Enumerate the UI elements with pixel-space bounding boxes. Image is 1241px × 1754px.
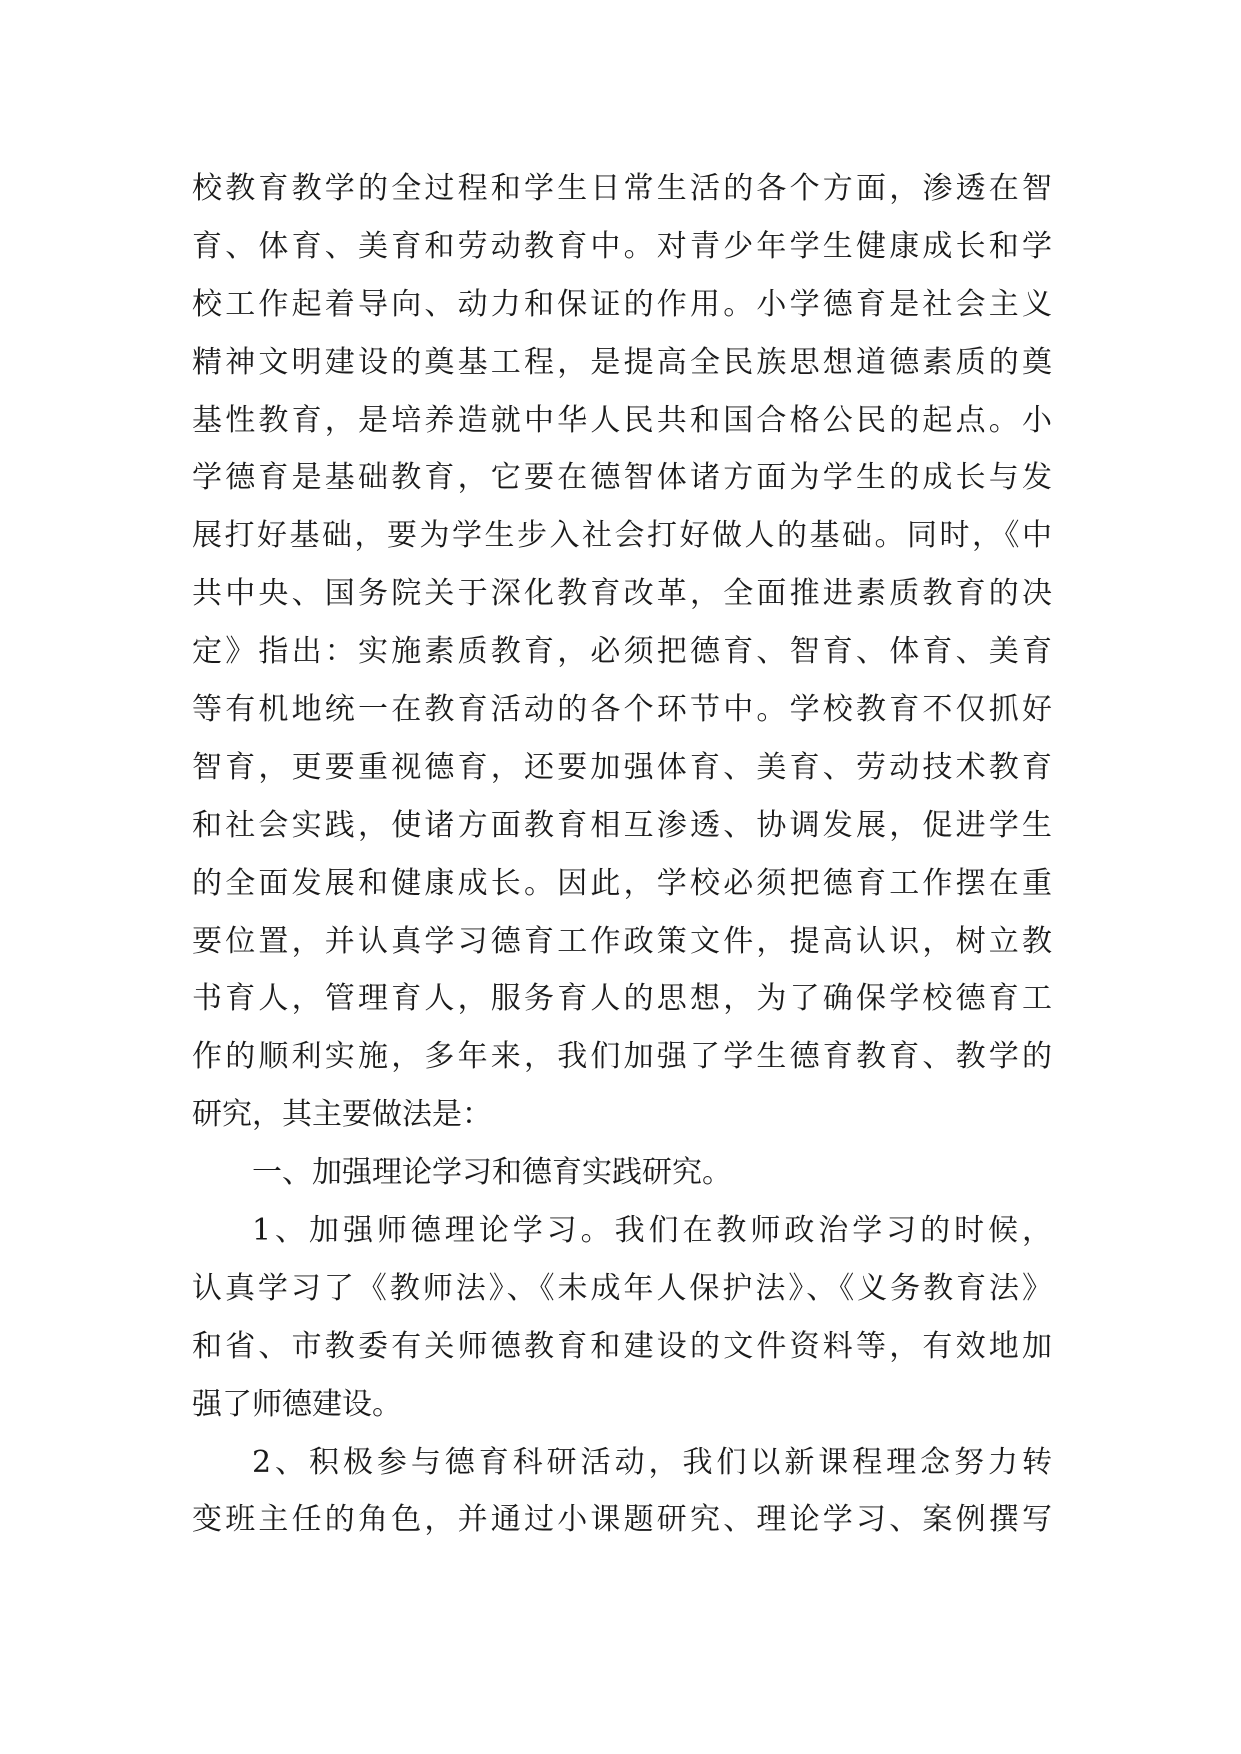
body-text (192, 160, 1052, 1549)
text-line: 变班主任的角色，并通过小课题研究、理论学习、案例撰写 (192, 1502, 1052, 1538)
text-line: 的全面发展和健康成长。因此，学校必须把德育工作摆在重 (192, 865, 1052, 901)
text-line: 强了师德建设。 (192, 1386, 402, 1422)
text-line: 1、加强师德理论学习。我们在教师政治学习的时候， (252, 1213, 1052, 1249)
text-line: 智育，更要重视德育，还要加强体育、美育、劳动技术教育 (192, 749, 1052, 785)
text-line: 等有机地统一在教育活动的各个环节中。学校教育不仅抓好 (192, 692, 1052, 728)
text-line: 作的顺利实施，多年来，我们加强了学生德育教育、教学的 (192, 1039, 1052, 1075)
text-line: 学德育是基础教育，它要在德智体诸方面为学生的成长与发 (192, 460, 1052, 496)
text-line: 基性教育，是培养造就中华人民共和国合格公民的起点。小 (192, 402, 1052, 438)
text-line: 精神文明建设的奠基工程，是提高全民族思想道德素质的奠 (192, 344, 1052, 380)
text-line: 校教育教学的全过程和学生日常生活的各个方面，渗透在智 (192, 171, 1052, 206)
text-line: 和省、市教委有关师德教育和建设的文件资料等，有效地加 (192, 1328, 1052, 1364)
text-line: 共中央、国务院关于深化教育改革，全面推进素质教育的决 (192, 576, 1052, 612)
section-heading: 一、加强理论学习和德育实践研究。 (252, 1155, 732, 1191)
text-line: 认真学习了《教师法》、《未成年人保护法》、《义务教育法》 (192, 1270, 1052, 1306)
text-line: 和社会实践，使诸方面教育相互渗透、协调发展，促进学生 (192, 807, 1052, 843)
text-line: 校工作起着导向、动力和保证的作用。小学德育是社会主义 (192, 286, 1052, 322)
text-line: 要位置，并认真学习德育工作政策文件，提高认识，树立教 (192, 923, 1052, 959)
text-line: 研究，其主要做法是： (192, 1097, 492, 1133)
text-line: 书育人，管理育人，服务育人的思想，为了确保学校德育工 (192, 981, 1052, 1017)
text-line: 育、体育、美育和劳动教育中。对青少年学生健康成长和学 (192, 228, 1052, 264)
text-line: 2、积极参与德育科研活动，我们以新课程理念努力转 (252, 1444, 1052, 1480)
text-line: 定》指出：实施素质教育，必须把德育、智育、体育、美育 (192, 634, 1052, 670)
text-line: 展打好基础，要为学生步入社会打好做人的基础。同时，《中 (192, 518, 1052, 554)
